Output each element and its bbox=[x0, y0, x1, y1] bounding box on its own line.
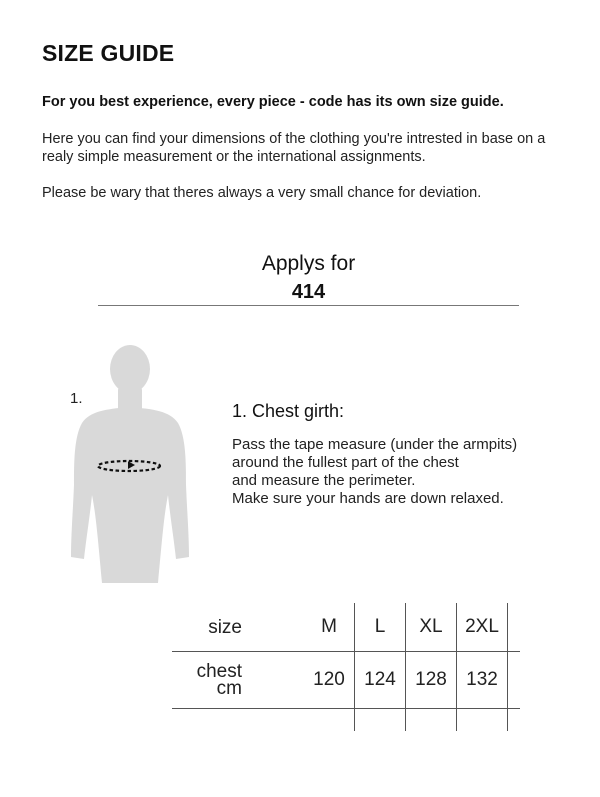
chest-value-2xl: 132 bbox=[457, 652, 508, 709]
chest-value-l: 124 bbox=[355, 652, 406, 709]
chest-row bbox=[172, 652, 520, 709]
intro-bold-line: For you best experience, every piece - code has its own size guide. bbox=[42, 94, 504, 110]
spacer-cell bbox=[172, 709, 304, 732]
measurement-description bbox=[232, 436, 517, 508]
size-cell-2xl: 2XL bbox=[457, 603, 508, 652]
chest-value-xl: 128 bbox=[406, 652, 457, 709]
figure-number: 1. bbox=[70, 390, 83, 407]
measurement-line-3: and measure the perimeter. bbox=[232, 472, 416, 489]
chest-row-label bbox=[172, 652, 304, 709]
intro-paragraph-1 bbox=[42, 130, 582, 166]
body-silhouette-chest-measure-icon bbox=[58, 345, 208, 590]
intro-paragraph-1-line-1: Here you can find your dimensions of the clothing you're intrested in base on a bbox=[42, 131, 546, 147]
size-cell-m: M bbox=[304, 603, 355, 652]
size-table bbox=[172, 603, 520, 731]
table-tail-cell bbox=[508, 652, 521, 709]
size-cell-xl: XL bbox=[406, 603, 457, 652]
spacer-cell bbox=[508, 709, 521, 732]
measurement-line-2: around the fullest part of the chest bbox=[232, 454, 459, 471]
divider bbox=[98, 305, 519, 306]
measurement-title: 1. Chest girth: bbox=[232, 401, 345, 421]
size-header-label: size bbox=[172, 603, 304, 652]
product-code: 414 bbox=[291, 281, 326, 303]
chest-unit-label: cm bbox=[216, 678, 242, 699]
intro-paragraph-1-line-2: realy simple measurement or the international assignments. bbox=[42, 149, 426, 165]
table-spacer-row bbox=[172, 709, 520, 732]
measurement-line-4: Make sure your hands are down relaxed. bbox=[232, 490, 504, 507]
measurement-line-1: Pass the tape measure (under the armpits) bbox=[232, 436, 518, 453]
spacer-cell bbox=[457, 709, 508, 732]
table-tail-cell bbox=[508, 603, 521, 652]
spacer-cell bbox=[304, 709, 355, 732]
chest-value-m: 120 bbox=[304, 652, 355, 709]
size-cell-l: L bbox=[355, 603, 406, 652]
intro-paragraph-2: Please be wary that theres always a very small chance for deviation. bbox=[42, 185, 482, 201]
size-header-row bbox=[172, 603, 520, 652]
applies-label: Applys for bbox=[261, 252, 356, 275]
spacer-cell bbox=[406, 709, 457, 732]
page-title: SIZE GUIDE bbox=[42, 40, 175, 66]
chest-label: chest bbox=[196, 661, 242, 682]
spacer-cell bbox=[355, 709, 406, 732]
